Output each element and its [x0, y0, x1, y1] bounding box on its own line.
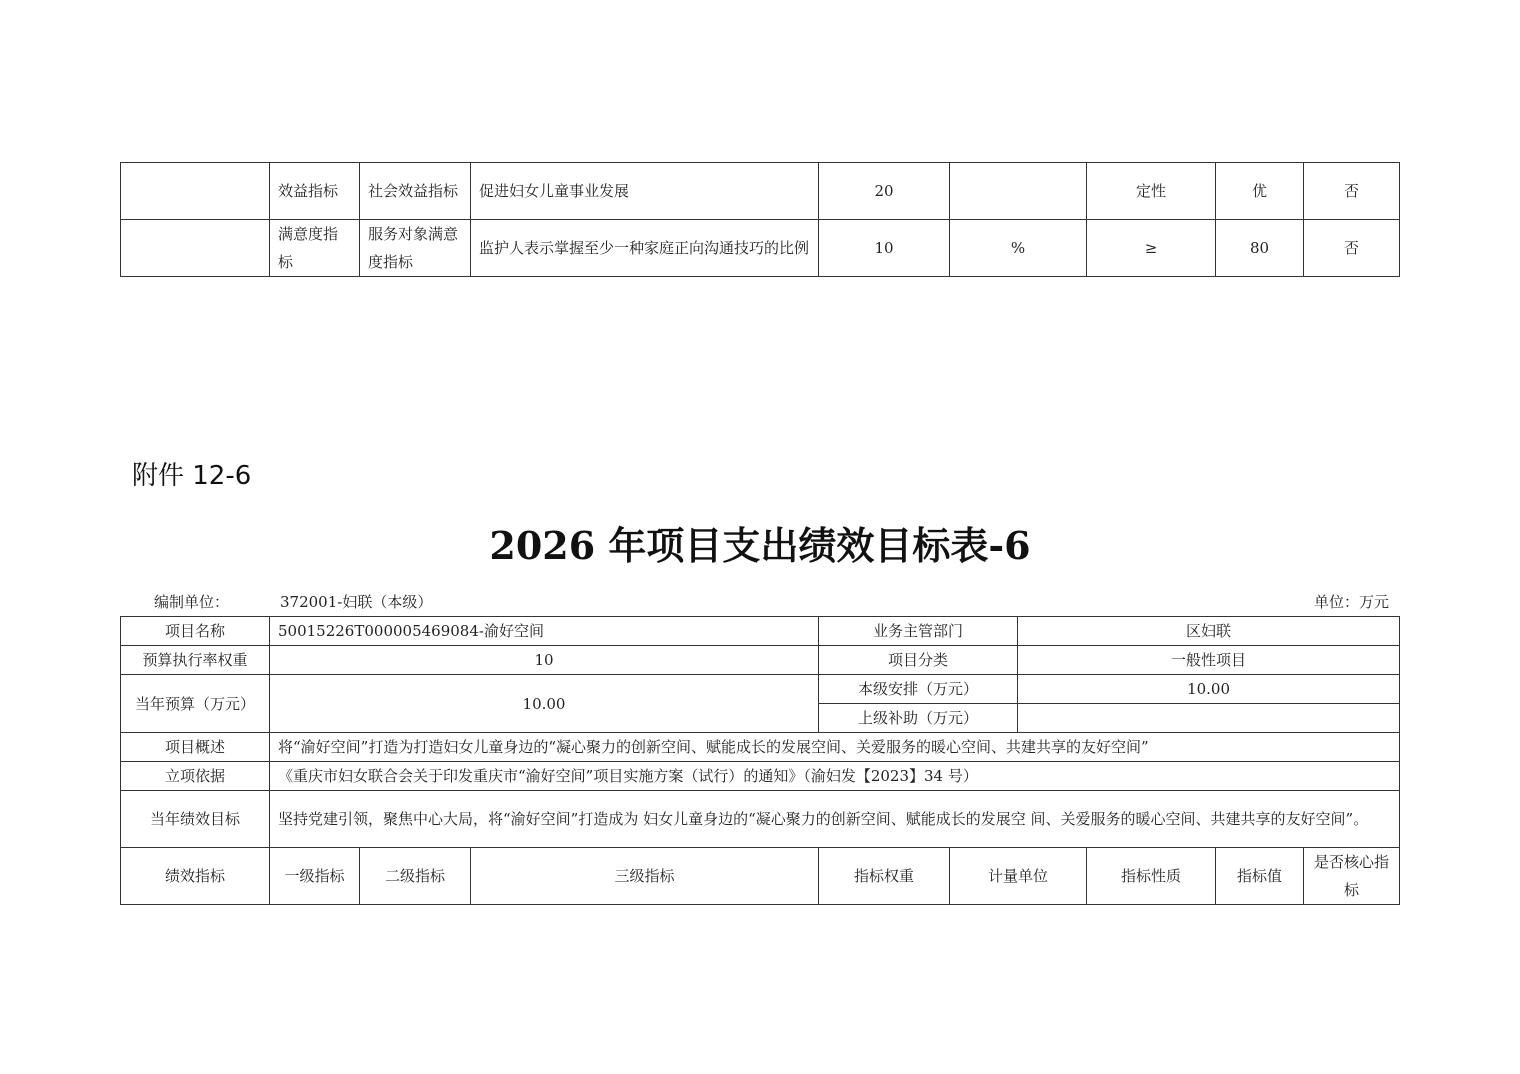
header-is-core: 是否核心指标: [1304, 848, 1400, 905]
attachment-label: 附件 12-6: [132, 461, 252, 491]
header-level2: 二级指标: [360, 848, 471, 905]
level1-indicator: 效益指标: [270, 163, 360, 220]
header-unit: 计量单位: [950, 848, 1087, 905]
measure-unit: [950, 163, 1087, 220]
indicator-group-cell: [121, 163, 270, 220]
indicator-nature: 定性: [1087, 163, 1216, 220]
table-row: [121, 733, 1400, 762]
indicator-group-cell: [121, 220, 270, 277]
unit-label: 单位：万元: [1313, 593, 1389, 611]
org-value: 372001-妇联（本级）: [280, 593, 433, 611]
table-row: [121, 220, 1400, 277]
performance-indicator-table-continued: [120, 162, 1400, 277]
is-core-indicator: 否: [1304, 220, 1400, 277]
subsidy-label: 上级补助（万元）: [819, 704, 1018, 733]
measure-unit: %: [950, 220, 1087, 277]
table-row: [121, 762, 1400, 791]
indicator-value: 优: [1216, 163, 1304, 220]
overview-value: 将“渝好空间”打造为打造妇女儿童身边的“凝心聚力的创新空间、赋能成长的发展空间、关爱服务的暖心空间、共建共享的友好空间”: [270, 733, 1400, 762]
budget-value: 10.00: [270, 675, 819, 733]
dept-value: 区妇联: [1018, 617, 1400, 646]
table-row: [121, 163, 1400, 220]
indicator-weight: 20: [819, 163, 950, 220]
level3-indicator: 监护人表示掌握至少一种家庭正向沟通技巧的比例: [471, 220, 819, 277]
header-value: 指标值: [1216, 848, 1304, 905]
overview-label: 项目概述: [121, 733, 270, 762]
goal-label: 当年绩效目标: [121, 791, 270, 848]
header-level3: 三级指标: [471, 848, 819, 905]
performance-target-form: [120, 616, 1400, 905]
level2-indicator: 服务对象满意度指标: [360, 220, 471, 277]
dept-label: 业务主管部门: [819, 617, 1018, 646]
header-weight: 指标权重: [819, 848, 950, 905]
exec-weight-value: 10: [270, 646, 819, 675]
basis-value: 《重庆市妇女联合会关于印发重庆市“渝好空间”项目实施方案（试行）的通知》（渝妇发【2023】34 号）: [270, 762, 1400, 791]
subsidy-value: [1018, 704, 1400, 733]
indicator-value: 80: [1216, 220, 1304, 277]
table-row: [121, 791, 1400, 848]
indicator-nature: ≥: [1087, 220, 1216, 277]
org-label: 编制单位：: [154, 593, 230, 611]
table-row: [121, 617, 1400, 646]
is-core-indicator: 否: [1304, 163, 1400, 220]
budget-label: 当年预算（万元）: [121, 675, 270, 733]
level1-indicator: 满意度指标: [270, 220, 360, 277]
table-row: [121, 675, 1400, 704]
project-name-label: 项目名称: [121, 617, 270, 646]
table-row: [121, 646, 1400, 675]
table-header-row: [121, 848, 1400, 905]
local-budget-label: 本级安排（万元）: [819, 675, 1018, 704]
level2-indicator: 社会效益指标: [360, 163, 471, 220]
goal-value: 坚持党建引领，聚焦中心大局，将“渝好空间”打造成为 妇女儿童身边的“凝心聚力的创新空间、赋能成长的发展空 间、关爱服务的暖心空间、共建共享的友好空间”。: [270, 791, 1400, 848]
header-nature: 指标性质: [1087, 848, 1216, 905]
basis-label: 立项依据: [121, 762, 270, 791]
category-label: 项目分类: [819, 646, 1018, 675]
level3-indicator: 促进妇女儿童事业发展: [471, 163, 819, 220]
project-name-value: 50015226T000005469084-渝好空间: [270, 617, 819, 646]
page-title: 2026 年项目支出绩效目标表-6: [489, 523, 1031, 568]
header-performance-indicator: 绩效指标: [121, 848, 270, 905]
header-level1: 一级指标: [270, 848, 360, 905]
category-value: 一般性项目: [1018, 646, 1400, 675]
local-budget-value: 10.00: [1018, 675, 1400, 704]
exec-weight-label: 预算执行率权重: [121, 646, 270, 675]
indicator-weight: 10: [819, 220, 950, 277]
